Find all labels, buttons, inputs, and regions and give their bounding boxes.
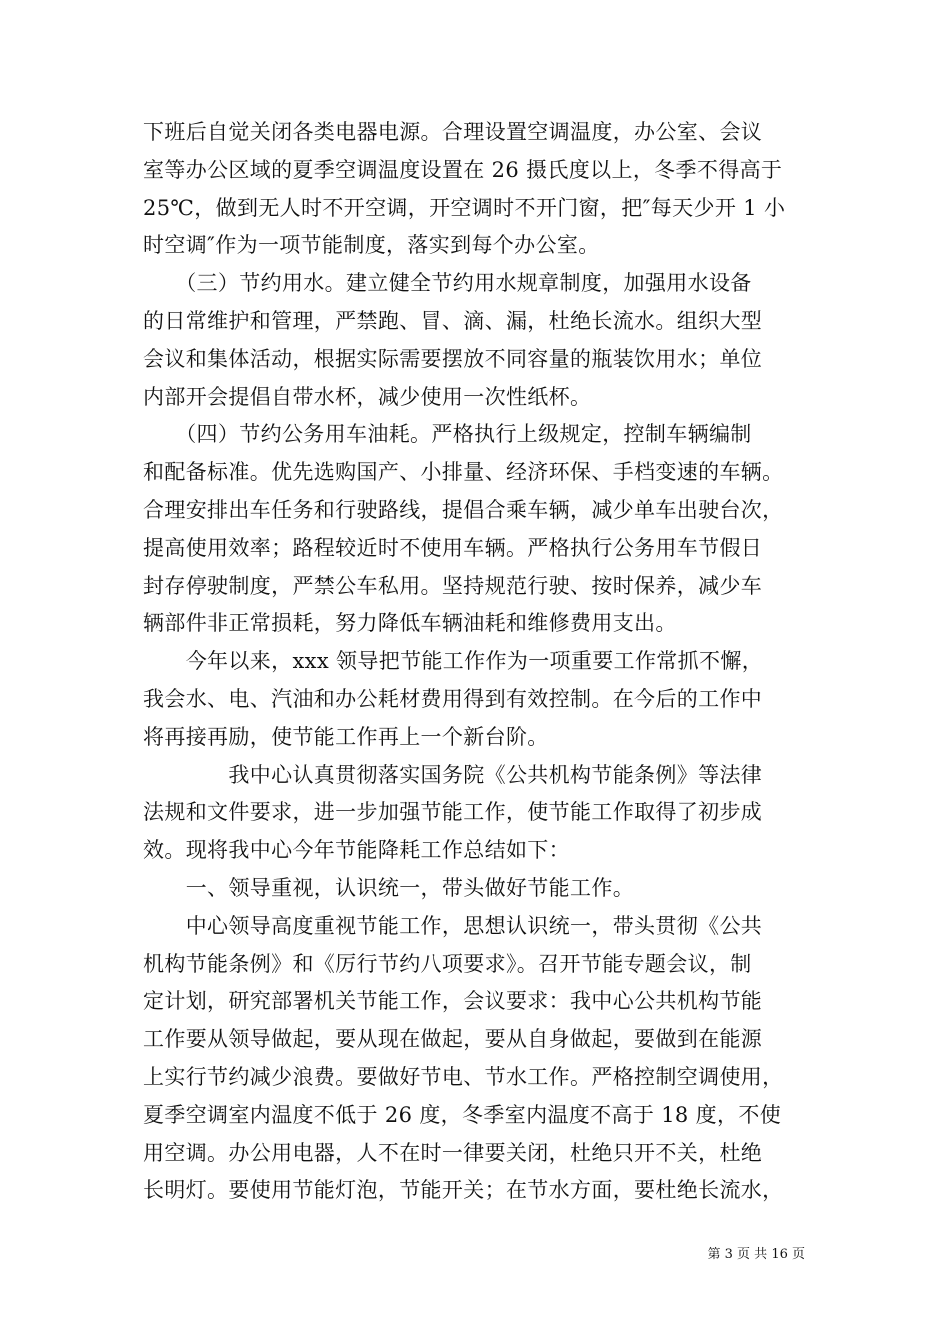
text-line: 机构节能条例》和《厉行节约八项要求》。召开节能专题会议，制	[143, 951, 752, 976]
text-line: 的日常维护和管理，严禁跑、冒、滴、漏，杜绝长流水。组织大型	[143, 308, 763, 333]
text-line: 我会水、电、汽油和办公耗材费用得到有效控制。在今后的工作中	[143, 686, 763, 711]
text-line: 效。现将我中心今年节能降耗工作总结如下：	[143, 838, 570, 863]
text-line: 25℃，做到无人时不开空调，开空调时不开门窗，把″每天少开 1 小	[143, 195, 786, 220]
text-line: 时空调″作为一项节能制度，落实到每个办公室。	[143, 233, 600, 258]
text-line: 工作要从领导做起，要从现在做起，要从自身做起，要做到在能源	[143, 1027, 763, 1052]
page-number-footer: 第 3 页 共 16 页	[707, 1247, 805, 1262]
text-line: 和配备标准。优先选购国产、小排量、经济环保、手档变速的车辆。	[143, 460, 784, 485]
text-line: 合理安排出车任务和行驶路线，提倡合乘车辆，减少单车出驶台次，	[143, 497, 784, 522]
text-line: 中心领导高度重视节能工作，思想认识统一，带头贯彻《公共	[143, 913, 763, 938]
text-line: 用空调。办公用电器，人不在时一律要关闭，杜绝只开不关，杜绝	[143, 1140, 763, 1165]
text-line: 长明灯。要使用节能灯泡，节能开关；在节水方面，要杜绝长流水，	[143, 1178, 784, 1203]
text-line: 定计划，研究部署机关节能工作，会议要求：我中心公共机构节能	[143, 989, 763, 1014]
text-line: 室等办公区域的夏季空调温度设置在 26 摄氏度以上，冬季不得高于	[143, 157, 783, 182]
text-line: 今年以来，xxx 领导把节能工作作为一项重要工作常抓不懈，	[143, 649, 764, 674]
text-line: 内部开会提倡自带水杯，减少使用一次性纸杯。	[143, 384, 592, 409]
text-line: 辆部件非正常损耗，努力降低车辆油耗和维修费用支出。	[143, 611, 677, 636]
text-line: 将再接再励，使节能工作再上一个新台阶。	[143, 724, 549, 749]
text-line: （四）节约公务用车油耗。严格执行上级规定，控制车辆编制	[143, 422, 752, 447]
section-heading: 一、领导重视，认识统一，带头做好节能工作。	[143, 875, 635, 900]
text-line: 封存停驶制度，严禁公车私用。坚持规范行驶、按时保养，减少车	[143, 573, 763, 598]
text-line: 法规和文件要求，进一步加强节能工作，使节能工作取得了初步成	[143, 800, 763, 825]
body-text	[143, 114, 823, 1210]
text-line: 上实行节约减少浪费。要做好节电、节水工作。严格控制空调使用，	[143, 1064, 784, 1089]
text-line: 下班后自觉关闭各类电器电源。合理设置空调温度，办公室、会议	[143, 120, 763, 144]
text-line: 会议和集体活动，根据实际需要摆放不同容量的瓶装饮用水；单位	[143, 346, 763, 371]
text-line: （三）节约用水。建立健全节约用水规章制度，加强用水设备	[143, 271, 752, 296]
text-line: 我中心认真贯彻落实国务院《公共机构节能条例》等法律	[143, 762, 763, 787]
text-line: 夏季空调室内温度不低于 26 度，冬季室内温度不高于 18 度，不使	[143, 1102, 782, 1127]
text-line: 提高使用效率；路程较近时不使用车辆。严格执行公务用车节假日	[143, 535, 763, 560]
